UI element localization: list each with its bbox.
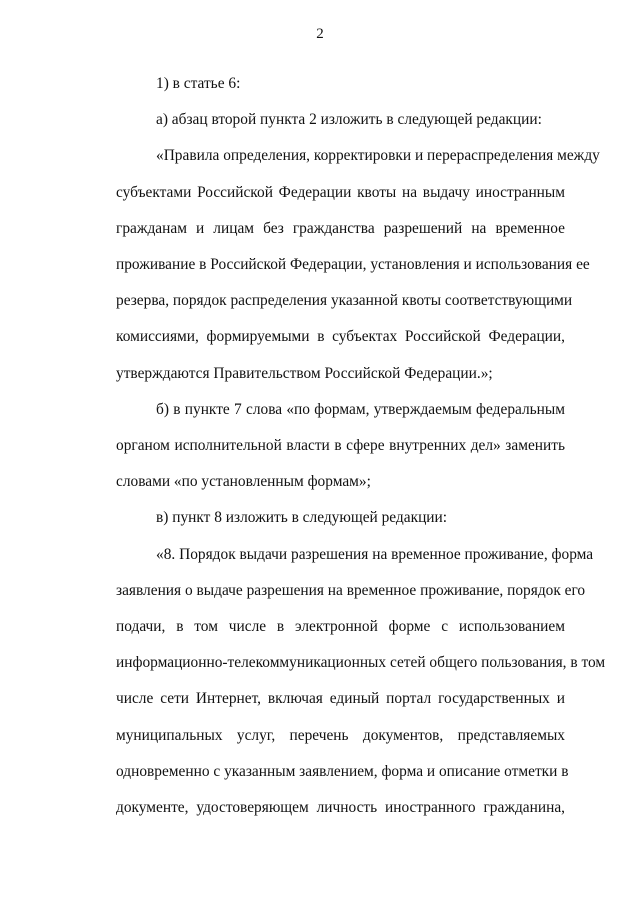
text-line: заявления о выдаче разрешения на временное проживание, порядок его <box>116 581 586 599</box>
text-line: в) пункт 8 изложить в следующей редакции: <box>156 509 448 527</box>
page-number: 2 <box>316 26 324 42</box>
text-line: а) абзац второй пункта 2 изложить в следующей редакции: <box>156 111 542 129</box>
text-line: «8. Порядок выдачи разрешения на временное проживание, форма <box>156 545 594 563</box>
text-line: резерва, порядок распределения указанной квоты соответствующими <box>116 292 573 310</box>
text-line: документе, удостоверяющем личность иностранного гражданина, <box>116 799 565 817</box>
paragraph-article-6 <box>76 66 565 102</box>
text-line: 1) в статье 6: <box>156 75 241 92</box>
paragraph-point-8 <box>76 537 606 827</box>
text-line: проживание в Российской Федерации, установления и использования ее <box>116 256 590 274</box>
paragraph-quota-rules <box>76 138 600 391</box>
text-line: б) в пункте 7 слова «по формам, утверждаемым федеральным <box>156 400 565 418</box>
text-line: субъектами Российской Федерации квоты на выдачу иностранным <box>116 183 565 201</box>
text-line: одновременно с указанным заявлением, форма и описание отметки в <box>116 762 569 780</box>
text-line: числе сети Интернет, включая единый портал государственных и <box>116 690 565 708</box>
text-line: комиссиями, формируемыми в субъектах Российской Федерации, <box>116 328 565 346</box>
paragraph-subitem-a <box>76 102 565 138</box>
text-line: словами «по установленным формам»; <box>116 473 371 491</box>
text-line: гражданам и лицам без гражданства разрешений на временное <box>116 219 565 237</box>
text-line: органом исполнительной власти в сфере внутренних дел» заменить <box>116 437 565 455</box>
text-line: подачи, в том числе в электронной форме с использованием <box>116 618 565 636</box>
paragraph-subitem-v <box>76 500 565 536</box>
text-line: информационно-телекоммуникационных сетей общего пользования, в том <box>116 654 606 672</box>
paragraph-subitem-b <box>76 392 565 501</box>
text-line: утверждаются Правительством Российской Федерации.»; <box>116 364 493 382</box>
text-line: «Правила определения, корректировки и перераспределения между <box>156 147 600 165</box>
document-body <box>76 66 606 826</box>
text-line: муниципальных услуг, перечень документов, представляемых <box>116 726 565 744</box>
